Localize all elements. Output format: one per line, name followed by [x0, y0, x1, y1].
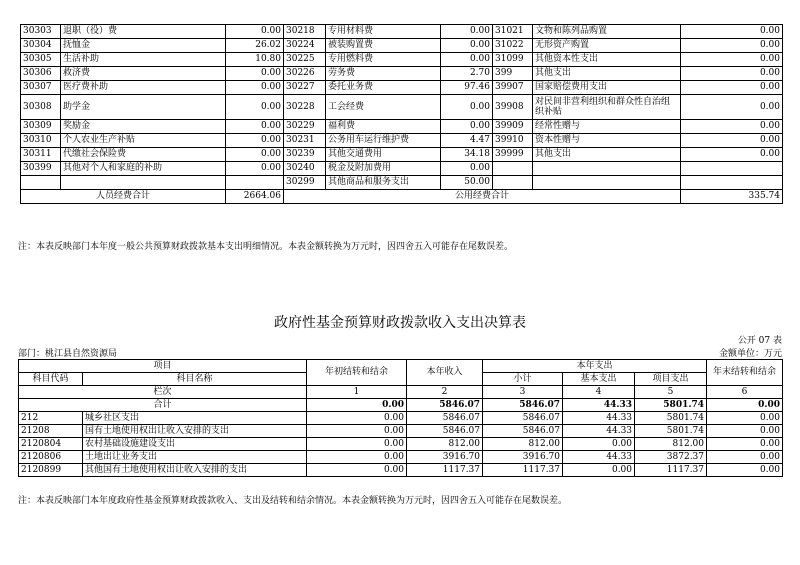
- table-row: [21, 95, 783, 120]
- cell-code-a: [21, 176, 61, 190]
- cell-name-c: 文物和陈列品购置: [533, 25, 681, 39]
- cell-code-a: 30303: [21, 25, 61, 39]
- cell-name-b: 公务用车运行维护费: [326, 134, 441, 148]
- total-value: 5801.74: [635, 399, 707, 412]
- cell-code-c: 39999: [493, 148, 533, 162]
- table2-note: 注：本表反映部门本年度政府性基金预算财政拨款收入、支出及结转和结余情况。本表金额转换为万元时，因四舍五入可能存在尾数误差。: [18, 496, 568, 506]
- cell-amount-b: 0.00: [441, 53, 493, 67]
- cell-name-b: 被装购置费: [326, 39, 441, 53]
- amount-cell: 0.00: [307, 438, 407, 451]
- cell-amount-b: 0.00: [441, 25, 493, 39]
- cell-amount-a: 0.00: [226, 162, 284, 176]
- cell-code-a: 30309: [21, 120, 61, 134]
- amount-cell: 0.00: [563, 438, 635, 451]
- table-row: [21, 134, 783, 148]
- total-value: 0.00: [307, 399, 407, 412]
- cell-name-b: 税金及附加费用: [326, 162, 441, 176]
- cell-code-b: 30231: [284, 134, 326, 148]
- personnel-total-label: 人员经费合计: [21, 190, 226, 204]
- cell-amount-c: 0.00: [681, 148, 783, 162]
- cell-name-c: 其他支出: [533, 148, 681, 162]
- cell-code-b: 30224: [284, 39, 326, 53]
- table-row: [19, 451, 783, 464]
- cell-code-c: 39909: [493, 120, 533, 134]
- cell-code-b: 30227: [284, 81, 326, 95]
- header-name: 科目名称: [83, 373, 307, 386]
- cell-name-a: 代缴社会保险费: [61, 148, 226, 162]
- amount-cell: 3872.37: [635, 451, 707, 464]
- amount-cell: 0.00: [307, 464, 407, 477]
- cell-code-a: 30310: [21, 134, 61, 148]
- cell-amount-a: 0.00: [226, 95, 284, 120]
- amount-cell: 5846.07: [407, 412, 483, 425]
- cell-name-c: 其他支出: [533, 67, 681, 81]
- header-subtotal: 小计: [483, 373, 563, 386]
- total-value: 44.33: [563, 399, 635, 412]
- cell-code-a: 30399: [21, 162, 61, 176]
- cell-amount-c: [681, 176, 783, 190]
- amount-cell: 0.00: [707, 438, 783, 451]
- cell-code-a: 30311: [21, 148, 61, 162]
- cell-amount-b: 0.00: [441, 162, 493, 176]
- column-number-label: 栏次: [19, 386, 307, 399]
- table1-total-row: [21, 190, 783, 204]
- cell-code-c: 399: [493, 67, 533, 81]
- public-total-label: 公用经费合计: [284, 190, 681, 204]
- department-label: 部门：桃江县自然资源局: [18, 349, 118, 359]
- amount-cell: 44.33: [563, 425, 635, 438]
- column-number: 1: [307, 386, 407, 399]
- cell-name-a: 抚恤金: [61, 39, 226, 53]
- cell-amount-a: 0.00: [226, 134, 284, 148]
- basic-expense-detail-table: [20, 24, 783, 204]
- personnel-total-value: 2664.06: [226, 190, 284, 204]
- cell-code-a: 30308: [21, 95, 61, 120]
- cell-name-c: [533, 162, 681, 176]
- header-opening: 年初结转和结余: [307, 360, 407, 386]
- table-row: [19, 425, 783, 438]
- cell-amount-c: 0.00: [681, 120, 783, 134]
- header-row-1: [19, 360, 783, 373]
- header-expense: 本年支出: [483, 360, 707, 373]
- cell-amount-b: 97.46: [441, 81, 493, 95]
- cell-amount-a: 0.00: [226, 67, 284, 81]
- header-project: 项目支出: [635, 373, 707, 386]
- unit-label: 金额单位：万元: [718, 349, 782, 359]
- amount-cell: 1117.37: [635, 464, 707, 477]
- table-row: [21, 67, 783, 81]
- cell-amount-a: [226, 176, 284, 190]
- cell-name-b: 工会经费: [326, 95, 441, 120]
- cell-amount-b: 2.70: [441, 67, 493, 81]
- cell-name-c: [533, 176, 681, 190]
- cell-amount-c: 0.00: [681, 81, 783, 95]
- header-closing: 年末结转和结余: [707, 360, 783, 386]
- cell-name-a: 奖励金: [61, 120, 226, 134]
- table-row: [21, 162, 783, 176]
- cell-amount-b: 50.00: [441, 176, 493, 190]
- column-number: 5: [635, 386, 707, 399]
- amount-cell: 44.33: [563, 412, 635, 425]
- cell-code-b: 30240: [284, 162, 326, 176]
- cell-code-b: 30228: [284, 95, 326, 120]
- cell-amount-a: 0.00: [226, 81, 284, 95]
- cell-name-a: 救济费: [61, 67, 226, 81]
- subject-code: 2120806: [19, 451, 83, 464]
- cell-name-c: 国家赔偿费用支出: [533, 81, 681, 95]
- cell-code-a: 30306: [21, 67, 61, 81]
- page-title: 政府性基金预算财政拨款收入支出决算表: [274, 315, 526, 331]
- header-code: 科目代码: [19, 373, 83, 386]
- cell-name-a: [61, 176, 226, 190]
- cell-code-a: 30304: [21, 39, 61, 53]
- column-number: 4: [563, 386, 635, 399]
- amount-cell: 1117.37: [483, 464, 563, 477]
- amount-cell: 812.00: [635, 438, 707, 451]
- cell-amount-a: 0.00: [226, 25, 284, 39]
- amount-cell: 0.00: [307, 412, 407, 425]
- cell-amount-a: 0.00: [226, 120, 284, 134]
- column-number: 6: [707, 386, 783, 399]
- header-item: 项目: [19, 360, 307, 373]
- header-income: 本年收入: [407, 360, 483, 386]
- cell-name-a: 退职（役）费: [61, 25, 226, 39]
- table-row: [21, 148, 783, 162]
- table-row: [21, 39, 783, 53]
- cell-amount-b: 4.47: [441, 134, 493, 148]
- cell-amount-c: 0.00: [681, 53, 783, 67]
- cell-name-a: 生活补助: [61, 53, 226, 67]
- table1-note: 注：本表反映部门本年度一般公共预算财政拨款基本支出明细情况。本表金额转换为万元时，因四舍五入可能存在尾数误差。: [18, 242, 514, 252]
- amount-cell: 0.00: [707, 464, 783, 477]
- subject-name: 农村基础设施建设支出: [83, 438, 307, 451]
- cell-amount-c: 0.00: [681, 39, 783, 53]
- cell-amount-c: 0.00: [681, 134, 783, 148]
- subject-code: 2120899: [19, 464, 83, 477]
- cell-code-c: 39908: [493, 95, 533, 120]
- subject-name: 国有土地使用权出让收入安排的支出: [83, 425, 307, 438]
- amount-cell: 0.00: [707, 425, 783, 438]
- cell-amount-c: [681, 162, 783, 176]
- subject-name: 其他国有土地使用权出让收入安排的支出: [83, 464, 307, 477]
- amount-cell: 44.33: [563, 451, 635, 464]
- cell-amount-b: 34.18: [441, 148, 493, 162]
- cell-name-c: 其他资本性支出: [533, 53, 681, 67]
- cell-code-b: 30226: [284, 67, 326, 81]
- total-value: 5846.07: [407, 399, 483, 412]
- cell-code-c: 31099: [493, 53, 533, 67]
- column-number: 2: [407, 386, 483, 399]
- cell-name-a: 助学金: [61, 95, 226, 120]
- cell-amount-a: 0.00: [226, 148, 284, 162]
- cell-name-b: 专用材料费: [326, 25, 441, 39]
- cell-code-b: 30225: [284, 53, 326, 67]
- cell-code-c: 31022: [493, 39, 533, 53]
- amount-cell: 0.00: [707, 451, 783, 464]
- cell-code-a: 30307: [21, 81, 61, 95]
- cell-name-b: 其他商品和服务支出: [326, 176, 441, 190]
- cell-code-c: [493, 176, 533, 190]
- table-number: 公开 07 表: [737, 336, 782, 346]
- cell-amount-b: 0.00: [441, 95, 493, 120]
- total-value: 0.00: [707, 399, 783, 412]
- subject-name: 城乡社区支出: [83, 412, 307, 425]
- table-row: [19, 412, 783, 425]
- table1-body: [21, 25, 783, 190]
- amount-cell: 0.00: [307, 425, 407, 438]
- cell-amount-b: 0.00: [441, 39, 493, 53]
- cell-code-a: 30305: [21, 53, 61, 67]
- government-fund-table: [18, 359, 783, 477]
- amount-cell: 812.00: [483, 438, 563, 451]
- subject-name: 土地出让业务支出: [83, 451, 307, 464]
- subject-code: 21208: [19, 425, 83, 438]
- table-row: [21, 120, 783, 134]
- cell-amount-c: 0.00: [681, 95, 783, 120]
- table-row: [21, 53, 783, 67]
- cell-name-b: 其他交通费用: [326, 148, 441, 162]
- amount-cell: 0.00: [707, 412, 783, 425]
- amount-cell: 0.00: [307, 451, 407, 464]
- table-row: [21, 81, 783, 95]
- cell-code-c: 39907: [493, 81, 533, 95]
- cell-name-b: 专用燃料费: [326, 53, 441, 67]
- cell-code-c: [493, 162, 533, 176]
- cell-name-c: 资本性赠与: [533, 134, 681, 148]
- cell-name-a: 医疗费补助: [61, 81, 226, 95]
- cell-name-b: 劳务费: [326, 67, 441, 81]
- cell-code-b: 30299: [284, 176, 326, 190]
- total-label: 合计: [19, 399, 307, 412]
- cell-name-b: 福利费: [326, 120, 441, 134]
- amount-cell: 3916.70: [483, 451, 563, 464]
- amount-cell: 5801.74: [635, 412, 707, 425]
- total-value: 5846.07: [483, 399, 563, 412]
- column-number-row: [19, 386, 783, 399]
- amount-cell: 3916.70: [407, 451, 483, 464]
- table-row: [19, 438, 783, 451]
- table2-body: [19, 412, 783, 477]
- table-row: [21, 176, 783, 190]
- amount-cell: 1117.37: [407, 464, 483, 477]
- cell-name-c: 无形资产购置: [533, 39, 681, 53]
- cell-amount-c: 0.00: [681, 25, 783, 39]
- amount-cell: 812.00: [407, 438, 483, 451]
- public-total-value: 335.74: [681, 190, 783, 204]
- cell-code-c: 31021: [493, 25, 533, 39]
- cell-amount-a: 10.80: [226, 53, 284, 67]
- cell-code-c: 39910: [493, 134, 533, 148]
- cell-code-b: 30218: [284, 25, 326, 39]
- amount-cell: 5846.07: [483, 425, 563, 438]
- amount-cell: 0.00: [563, 464, 635, 477]
- table-row: [19, 464, 783, 477]
- subject-code: 212: [19, 412, 83, 425]
- cell-name-a: 个人农业生产补贴: [61, 134, 226, 148]
- table-row: [21, 25, 783, 39]
- cell-amount-c: 0.00: [681, 67, 783, 81]
- amount-cell: 5846.07: [407, 425, 483, 438]
- cell-amount-a: 26.02: [226, 39, 284, 53]
- cell-name-c: 经常性赠与: [533, 120, 681, 134]
- cell-name-a: 其他对个人和家庭的补助: [61, 162, 226, 176]
- total-row: [19, 399, 783, 412]
- cell-name-b: 委托业务费: [326, 81, 441, 95]
- header-basic: 基本支出: [563, 373, 635, 386]
- amount-cell: 5801.74: [635, 425, 707, 438]
- cell-code-b: 30229: [284, 120, 326, 134]
- subject-code: 2120804: [19, 438, 83, 451]
- amount-cell: 5846.07: [483, 412, 563, 425]
- column-number: 3: [483, 386, 563, 399]
- cell-name-c: 对民间非营利组织和群众性自治组织补贴: [533, 95, 681, 120]
- cell-code-b: 30239: [284, 148, 326, 162]
- cell-amount-b: 0.00: [441, 120, 493, 134]
